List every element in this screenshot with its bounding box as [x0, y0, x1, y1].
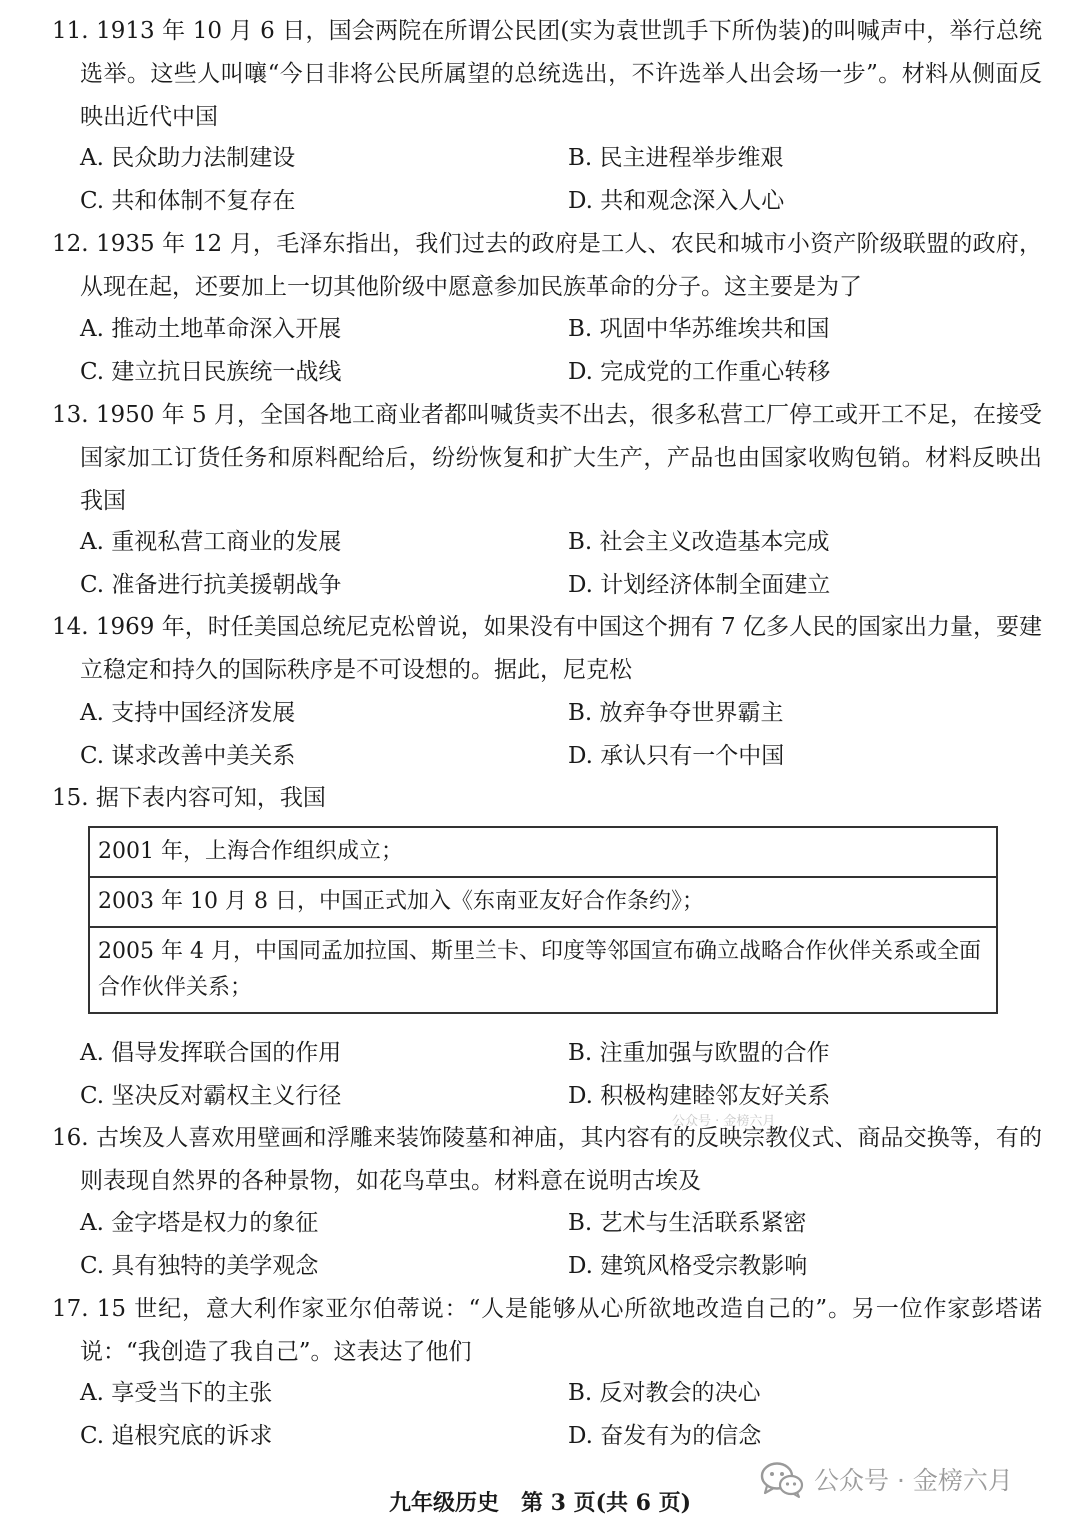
table-cell-2003: 2003 年 10 月 8 日，中国正式加入《东南亚友好合作条约》；	[89, 877, 997, 927]
question-14-option-a: A. 支持中国经济发展	[80, 700, 296, 726]
question-11-option-b: B. 民主进程举步维艰	[568, 145, 784, 171]
question-14-option-b: B. 放弃争夺世界霸主	[568, 700, 784, 726]
question-11-stem: 11. 1913 年 10 月 6 日，国会两院在所谓公民团(实为袁世凯手下所伪装)的叫喊声中，举行总统选举。这些人叫嚷“今日非将公民所属望的总统选出，不许选举人出会场一步”。材料从侧面反映出近代中国	[52, 18, 1042, 130]
question-11-option-a: A. 民众助力法制建设	[80, 145, 296, 171]
question-15-stem: 15. 据下表内容可知，我国	[52, 785, 326, 811]
question-13-option-c: C. 准备进行抗美援朝战争	[80, 572, 342, 598]
table-row	[89, 827, 997, 877]
table-cell-2005: 2005 年 4 月，中国同孟加拉国、斯里兰卡、印度等邻国宣布确立战略合作伙伴关系或全面合作伙伴关系；	[89, 927, 997, 1013]
question-16-option-c: C. 具有独特的美学观念	[80, 1253, 319, 1279]
question-13-option-a: A. 重视私营工商业的发展	[80, 529, 342, 555]
question-13-option-b: B. 社会主义改造基本完成	[568, 529, 830, 555]
question-17-stem: 17. 15 世纪，意大利作家亚尔伯蒂说：“人是能够从心所欲地改造自己的”。另一位作家彭塔诺说：“我创造了我自己”。这表达了他们	[52, 1296, 1042, 1365]
table-row	[89, 877, 997, 927]
question-15-option-a: A. 倡导发挥联合国的作用	[80, 1040, 342, 1066]
question-12-option-d: D. 完成党的工作重心转移	[568, 359, 831, 385]
table-row	[89, 927, 997, 1013]
question-13-stem: 13. 1950 年 5 月，全国各地工商业者都叫喊货卖不出去，很多私营工厂停工或开工不足，在接受国家加工订货任务和原料配给后，纷纷恢复和扩大生产，产品也由国家收购包销。材料反映出我国	[52, 402, 1042, 514]
question-12-option-a: A. 推动土地革命深入开展	[80, 316, 342, 342]
question-17-option-c: C. 追根究底的诉求	[80, 1423, 273, 1449]
question-15-option-d: D. 积极构建睦邻友好关系	[568, 1083, 831, 1109]
question-15-table	[88, 826, 998, 1014]
question-16-option-a: A. 金字塔是权力的象征	[80, 1210, 319, 1236]
page-footer: 九年级历史 第 3 页(共 6 页)	[388, 1490, 692, 1516]
question-17-option-d: D. 奋发有为的信念	[568, 1423, 762, 1449]
wechat-icon	[760, 1460, 804, 1498]
question-16-stem: 16. 古埃及人喜欢用壁画和浮雕来装饰陵墓和神庙，其内容有的反映宗教仪式、商品交换等，有的则表现自然界的各种景物，如花鸟草虫。材料意在说明古埃及	[52, 1125, 1042, 1194]
question-17-option-a: A. 享受当下的主张	[80, 1380, 273, 1406]
question-14-option-d: D. 承认只有一个中国	[568, 743, 785, 769]
wechat-account-label: 公众号 · 金榜六月	[814, 1466, 1013, 1495]
question-12-option-b: B. 巩固中华苏维埃共和国	[568, 316, 830, 342]
wechat-watermark	[760, 1460, 1013, 1498]
question-17-option-b: B. 反对教会的决心	[568, 1380, 761, 1406]
question-11-option-d: D. 共和观念深入人心	[568, 188, 785, 214]
question-13-option-d: D. 计划经济体制全面建立	[568, 572, 831, 598]
question-11-option-c: C. 共和体制不复存在	[80, 188, 296, 214]
question-14-stem: 14. 1969 年，时任美国总统尼克松曾说，如果没有中国这个拥有 7 亿多人民的国家出力量，要建立稳定和持久的国际秩序是不可设想的。据此，尼克松	[52, 614, 1042, 683]
watermark-middle: 公众号 · 金榜六月	[672, 1114, 776, 1129]
question-12-stem: 12. 1935 年 12 月，毛泽东指出，我们过去的政府是工人、农民和城市小资产阶级联盟的政府，从现在起，还要加上一切其他阶级中愿意参加民族革命的分子。这主要是为了	[52, 231, 1042, 300]
question-16-option-b: B. 艺术与生活联系紧密	[568, 1210, 807, 1236]
question-15-option-b: B. 注重加强与欧盟的合作	[568, 1040, 830, 1066]
question-14-option-c: C. 谋求改善中美关系	[80, 743, 296, 769]
table-cell-2001: 2001 年，上海合作组织成立；	[89, 827, 997, 877]
question-12-option-c: C. 建立抗日民族统一战线	[80, 359, 342, 385]
question-16-option-d: D. 建筑风格受宗教影响	[568, 1253, 808, 1279]
question-15-option-c: C. 坚决反对霸权主义行径	[80, 1083, 342, 1109]
